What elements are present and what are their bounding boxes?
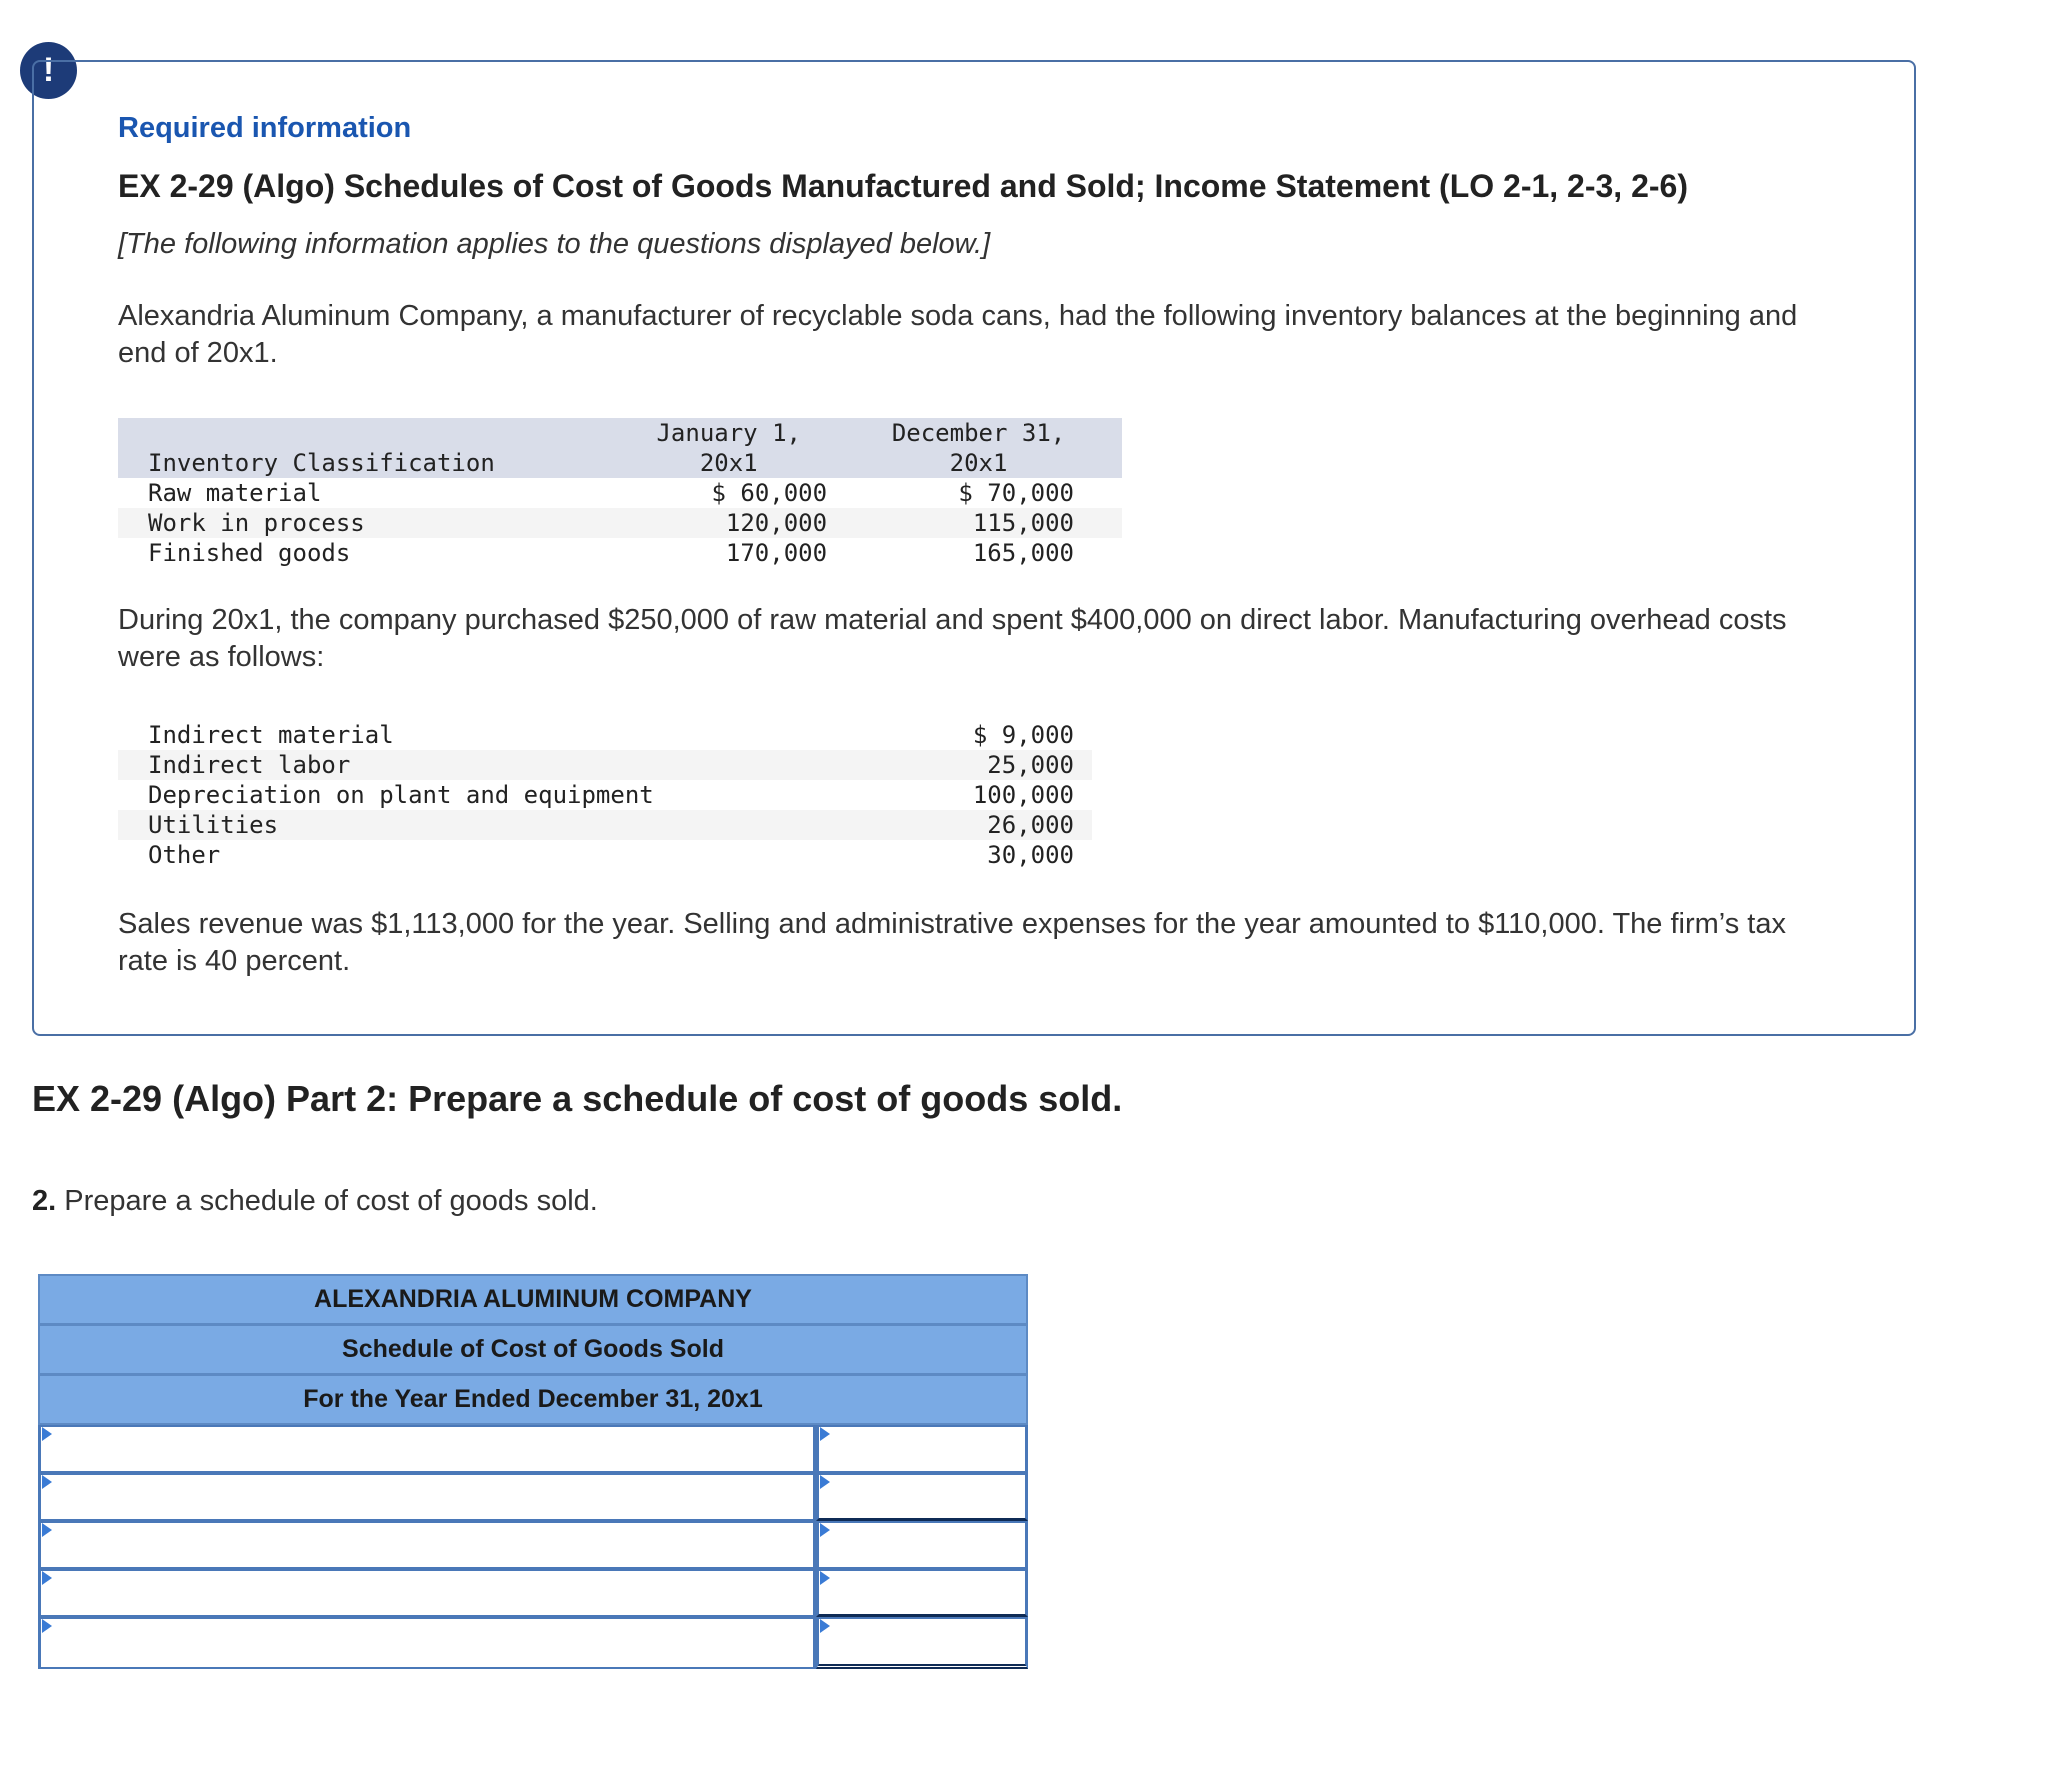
inventory-row-label: Work in process <box>148 509 365 537</box>
dropdown-arrow-icon <box>42 1523 52 1537</box>
intro-paragraph: Alexandria Aluminum Company, a manufacturer of recyclable soda cans, had the following inventory balances at the beginning and end of 20x1. <box>118 300 1798 369</box>
dropdown-arrow-icon <box>820 1523 830 1537</box>
schedule-label-input[interactable] <box>41 1619 813 1667</box>
dropdown-arrow-icon <box>820 1571 830 1585</box>
december-header-line1: December 31, <box>891 419 1066 447</box>
schedule-row <box>38 1617 1028 1669</box>
inventory-row-jan: $ 60,000 <box>711 479 828 507</box>
table-row <box>118 780 1092 810</box>
january-header-line1: January 1, <box>656 419 801 447</box>
inventory-row-label: Raw material <box>148 479 322 507</box>
schedule-amount-cell[interactable] <box>816 1425 1028 1473</box>
schedule-amount-input[interactable] <box>819 1571 1025 1614</box>
schedule-amount-input[interactable] <box>819 1427 1025 1471</box>
overhead-value: 30,000 <box>987 841 1074 869</box>
schedule-label-input[interactable] <box>41 1571 813 1615</box>
schedule-label-cell[interactable] <box>38 1521 816 1569</box>
overhead-label: Utilities <box>148 811 279 839</box>
inventory-row-dec: $ 70,000 <box>958 479 1074 507</box>
question <box>32 1185 598 1218</box>
dropdown-arrow-icon <box>42 1475 52 1489</box>
table-row <box>118 508 1122 538</box>
overhead-value: $ 9,000 <box>972 721 1074 749</box>
required-info-heading: Required information <box>118 112 412 144</box>
schedule-amount-cell[interactable] <box>816 1473 1028 1521</box>
schedule-label-cell[interactable] <box>38 1569 816 1617</box>
sales-paragraph: Sales revenue was $1,113,000 for the year. Selling and administrative expenses for the year amounted to $110,000. The firm’s tax rate is 40 percent. <box>118 908 1786 977</box>
schedule-amount-cell[interactable] <box>816 1569 1028 1617</box>
table-row <box>118 810 1092 840</box>
dropdown-arrow-icon <box>820 1427 830 1441</box>
schedule-label-input[interactable] <box>41 1523 813 1567</box>
schedule-name: Schedule of Cost of Goods Sold <box>38 1325 1028 1375</box>
schedule-amount-input[interactable] <box>819 1619 1025 1664</box>
schedule-row <box>38 1425 1028 1473</box>
schedule-period: For the Year Ended December 31, 20x1 <box>38 1375 1028 1425</box>
alert-icon: ! <box>20 42 77 99</box>
dropdown-arrow-icon <box>820 1475 830 1489</box>
dropdown-arrow-icon <box>42 1427 52 1441</box>
cogs-schedule <box>38 1274 1028 1669</box>
overhead-value: 25,000 <box>987 751 1074 779</box>
dropdown-arrow-icon <box>42 1571 52 1585</box>
question-text: Prepare a schedule of cost of goods sold. <box>56 1185 598 1217</box>
inventory-row-jan: 170,000 <box>725 539 828 567</box>
dropdown-arrow-icon <box>820 1619 830 1633</box>
dropdown-arrow-icon <box>42 1619 52 1633</box>
overhead-table <box>118 720 1092 870</box>
table-row <box>118 750 1092 780</box>
january-header-line2: 20x1 <box>699 449 758 477</box>
inventory-row-label: Finished goods <box>148 539 351 567</box>
overhead-value: 26,000 <box>987 811 1074 839</box>
info-note: [The following information applies to the questions displayed below.] <box>118 228 991 260</box>
inventory-row-dec: 115,000 <box>972 509 1074 537</box>
schedule-row <box>38 1473 1028 1521</box>
table-row <box>118 720 1092 750</box>
inventory-classification-header: Inventory Classification <box>148 449 495 477</box>
exercise-title: EX 2-29 (Algo) Schedules of Cost of Goods Manufactured and Sold; Income Statement (LO 2-1, 2-3, 2-6) <box>118 168 1688 204</box>
inventory-row-jan: 120,000 <box>725 509 828 537</box>
schedule-row <box>38 1521 1028 1569</box>
schedule-label-input[interactable] <box>41 1475 813 1519</box>
overhead-label: Depreciation on plant and equipment <box>148 781 654 809</box>
table-row <box>118 840 1092 870</box>
inventory-header-row <box>118 418 1122 478</box>
schedule-company: ALEXANDRIA ALUMINUM COMPANY <box>38 1274 1028 1325</box>
table-row <box>118 538 1122 568</box>
schedule-amount-input[interactable] <box>819 1475 1025 1518</box>
table-row <box>118 478 1122 508</box>
schedule-amount-cell[interactable] <box>816 1521 1028 1569</box>
inventory-row-dec: 165,000 <box>972 539 1074 567</box>
overhead-label: Other <box>148 841 221 869</box>
january-header <box>622 418 835 478</box>
question-number: 2. <box>32 1185 57 1217</box>
schedule-label-input[interactable] <box>41 1427 813 1471</box>
schedule-amount-cell[interactable] <box>816 1617 1028 1669</box>
inventory-table <box>118 418 1122 568</box>
december-header <box>835 418 1122 478</box>
part-title: EX 2-29 (Algo) Part 2: Prepare a schedule of cost of goods sold. <box>32 1078 1123 1119</box>
purchases-paragraph: During 20x1, the company purchased $250,000 of raw material and spent $400,000 on direct labor. Manufacturing overhead costs were as follows: <box>118 604 1787 673</box>
overhead-value: 100,000 <box>972 781 1074 809</box>
december-header-line2: 20x1 <box>949 449 1008 477</box>
schedule-label-cell[interactable] <box>38 1617 816 1669</box>
overhead-label: Indirect material <box>148 721 394 749</box>
schedule-label-cell[interactable] <box>38 1473 816 1521</box>
schedule-amount-input[interactable] <box>819 1523 1025 1567</box>
schedule-row <box>38 1569 1028 1617</box>
overhead-label: Indirect labor <box>148 751 351 779</box>
schedule-label-cell[interactable] <box>38 1425 816 1473</box>
